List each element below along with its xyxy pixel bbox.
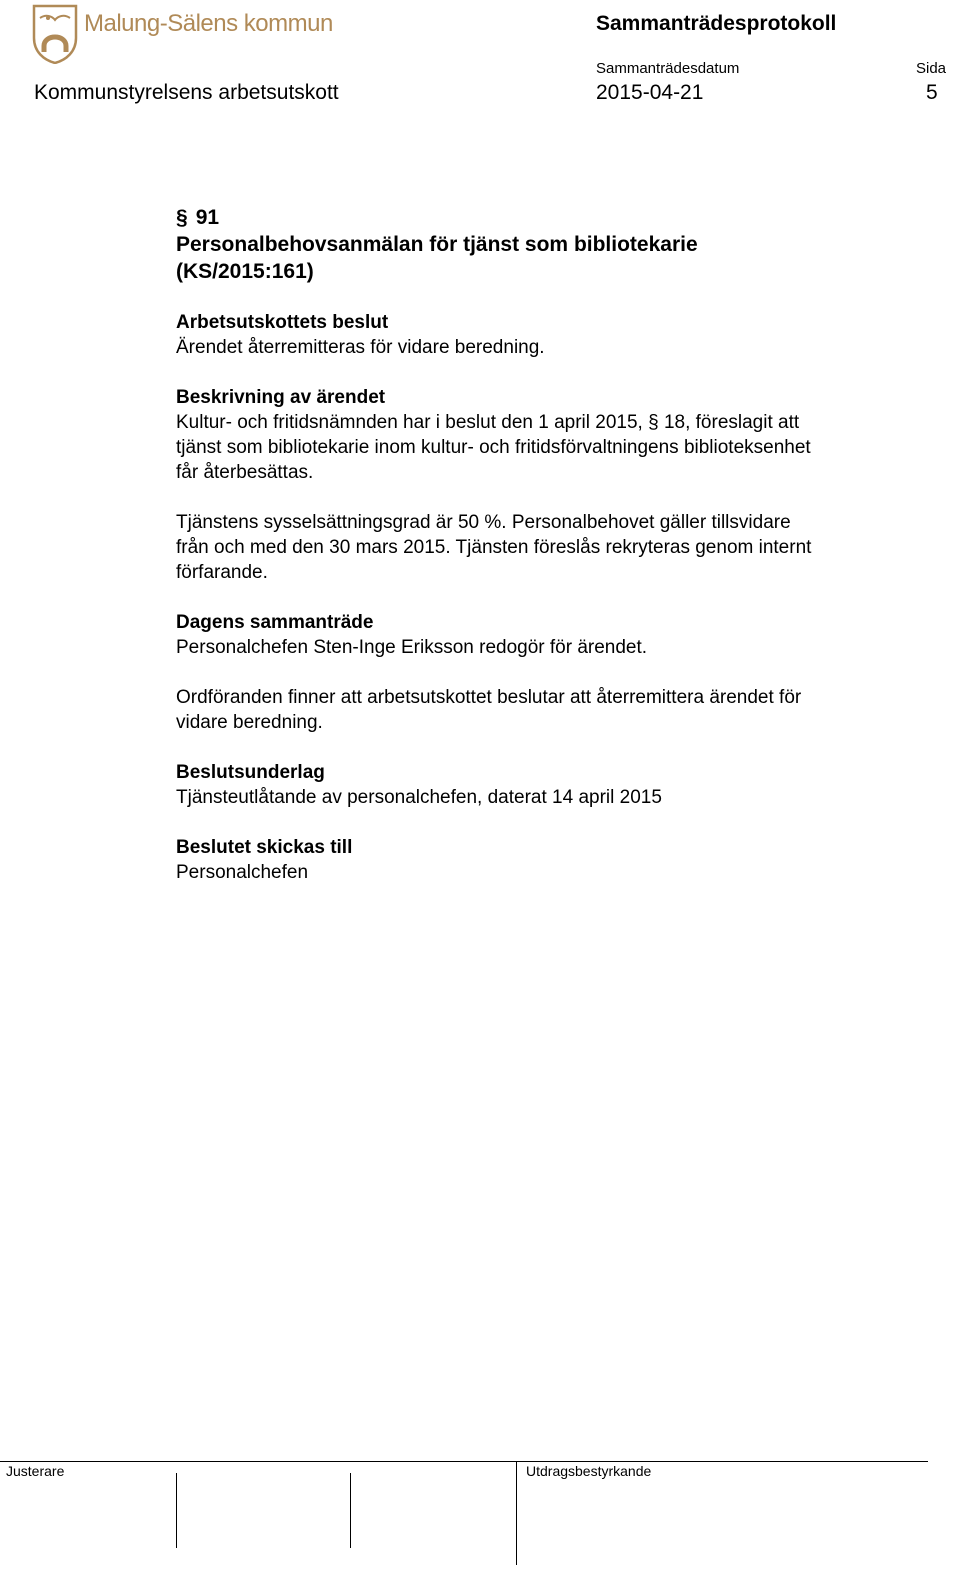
decision-text: Ärendet återremitteras för vidare beredning. xyxy=(176,337,545,358)
case-id: (KS/2015:161) xyxy=(176,260,314,283)
description-line: tjänst som bibliotekarie inom kultur- och fritidsförvaltningens biblioteksenhet xyxy=(176,437,811,458)
description-line: får återbesättas. xyxy=(176,462,314,483)
body-name: Kommunstyrelsens arbetsutskott xyxy=(34,81,339,104)
date-label: Sammanträdesdatum xyxy=(596,60,740,77)
recipient-text: Personalchefen xyxy=(176,862,309,883)
signature-box-divider xyxy=(176,1473,177,1548)
meeting-text: Personalchefen Sten-Inge Eriksson redogör för ärendet. xyxy=(176,637,648,658)
section-title: Personalbehovsanmälan för tjänst som bibliotekarie xyxy=(176,233,698,256)
description-line: Kultur- och fritidsnämnden har i beslut den 1 april 2015, § 18, föreslagit att xyxy=(176,412,800,433)
document-type: Sammanträdesprotokoll xyxy=(596,12,837,35)
org-name: Malung-Sälens kommun xyxy=(84,10,333,37)
section-symbol: § xyxy=(176,206,188,229)
meeting-date: 2015-04-21 xyxy=(596,81,704,104)
justerare-label: Justerare xyxy=(6,1463,65,1479)
description-line: förfarande. xyxy=(176,562,268,583)
section-number xyxy=(176,204,916,231)
meeting-text: vidare beredning. xyxy=(176,712,323,733)
municipality-logo xyxy=(32,4,333,66)
section-number-value: 91 xyxy=(195,206,220,229)
signature-box-divider xyxy=(350,1473,351,1548)
meeting-heading: Dagens sammanträde xyxy=(176,612,374,633)
footer-divider xyxy=(0,1461,928,1462)
protocol-section xyxy=(176,204,916,885)
description-line: från och med den 30 mars 2015. Tjänsten föreslås rekryteras genom internt xyxy=(176,537,812,558)
certification-label: Utdragsbestyrkande xyxy=(526,1463,652,1479)
page-label: Sida xyxy=(916,60,947,77)
coat-of-arms-icon xyxy=(32,4,78,64)
meeting-text: Ordföranden finner att arbetsutskottet beslutar att återremittera ärendet för xyxy=(176,687,802,708)
description-heading: Beskrivning av ärendet xyxy=(176,387,386,408)
footer-column-divider xyxy=(516,1461,517,1565)
page-number: 5 xyxy=(926,81,938,104)
basis-heading: Beslutsunderlag xyxy=(176,762,325,783)
decision-heading: Arbetsutskottets beslut xyxy=(176,312,389,333)
basis-text: Tjänsteutlåtande av personalchefen, daterat 14 april 2015 xyxy=(176,787,662,808)
description-line: Tjänstens sysselsättningsgrad är 50 %. Personalbehovet gäller tillsvidare xyxy=(176,512,791,533)
recipient-heading: Beslutet skickas till xyxy=(176,837,353,858)
